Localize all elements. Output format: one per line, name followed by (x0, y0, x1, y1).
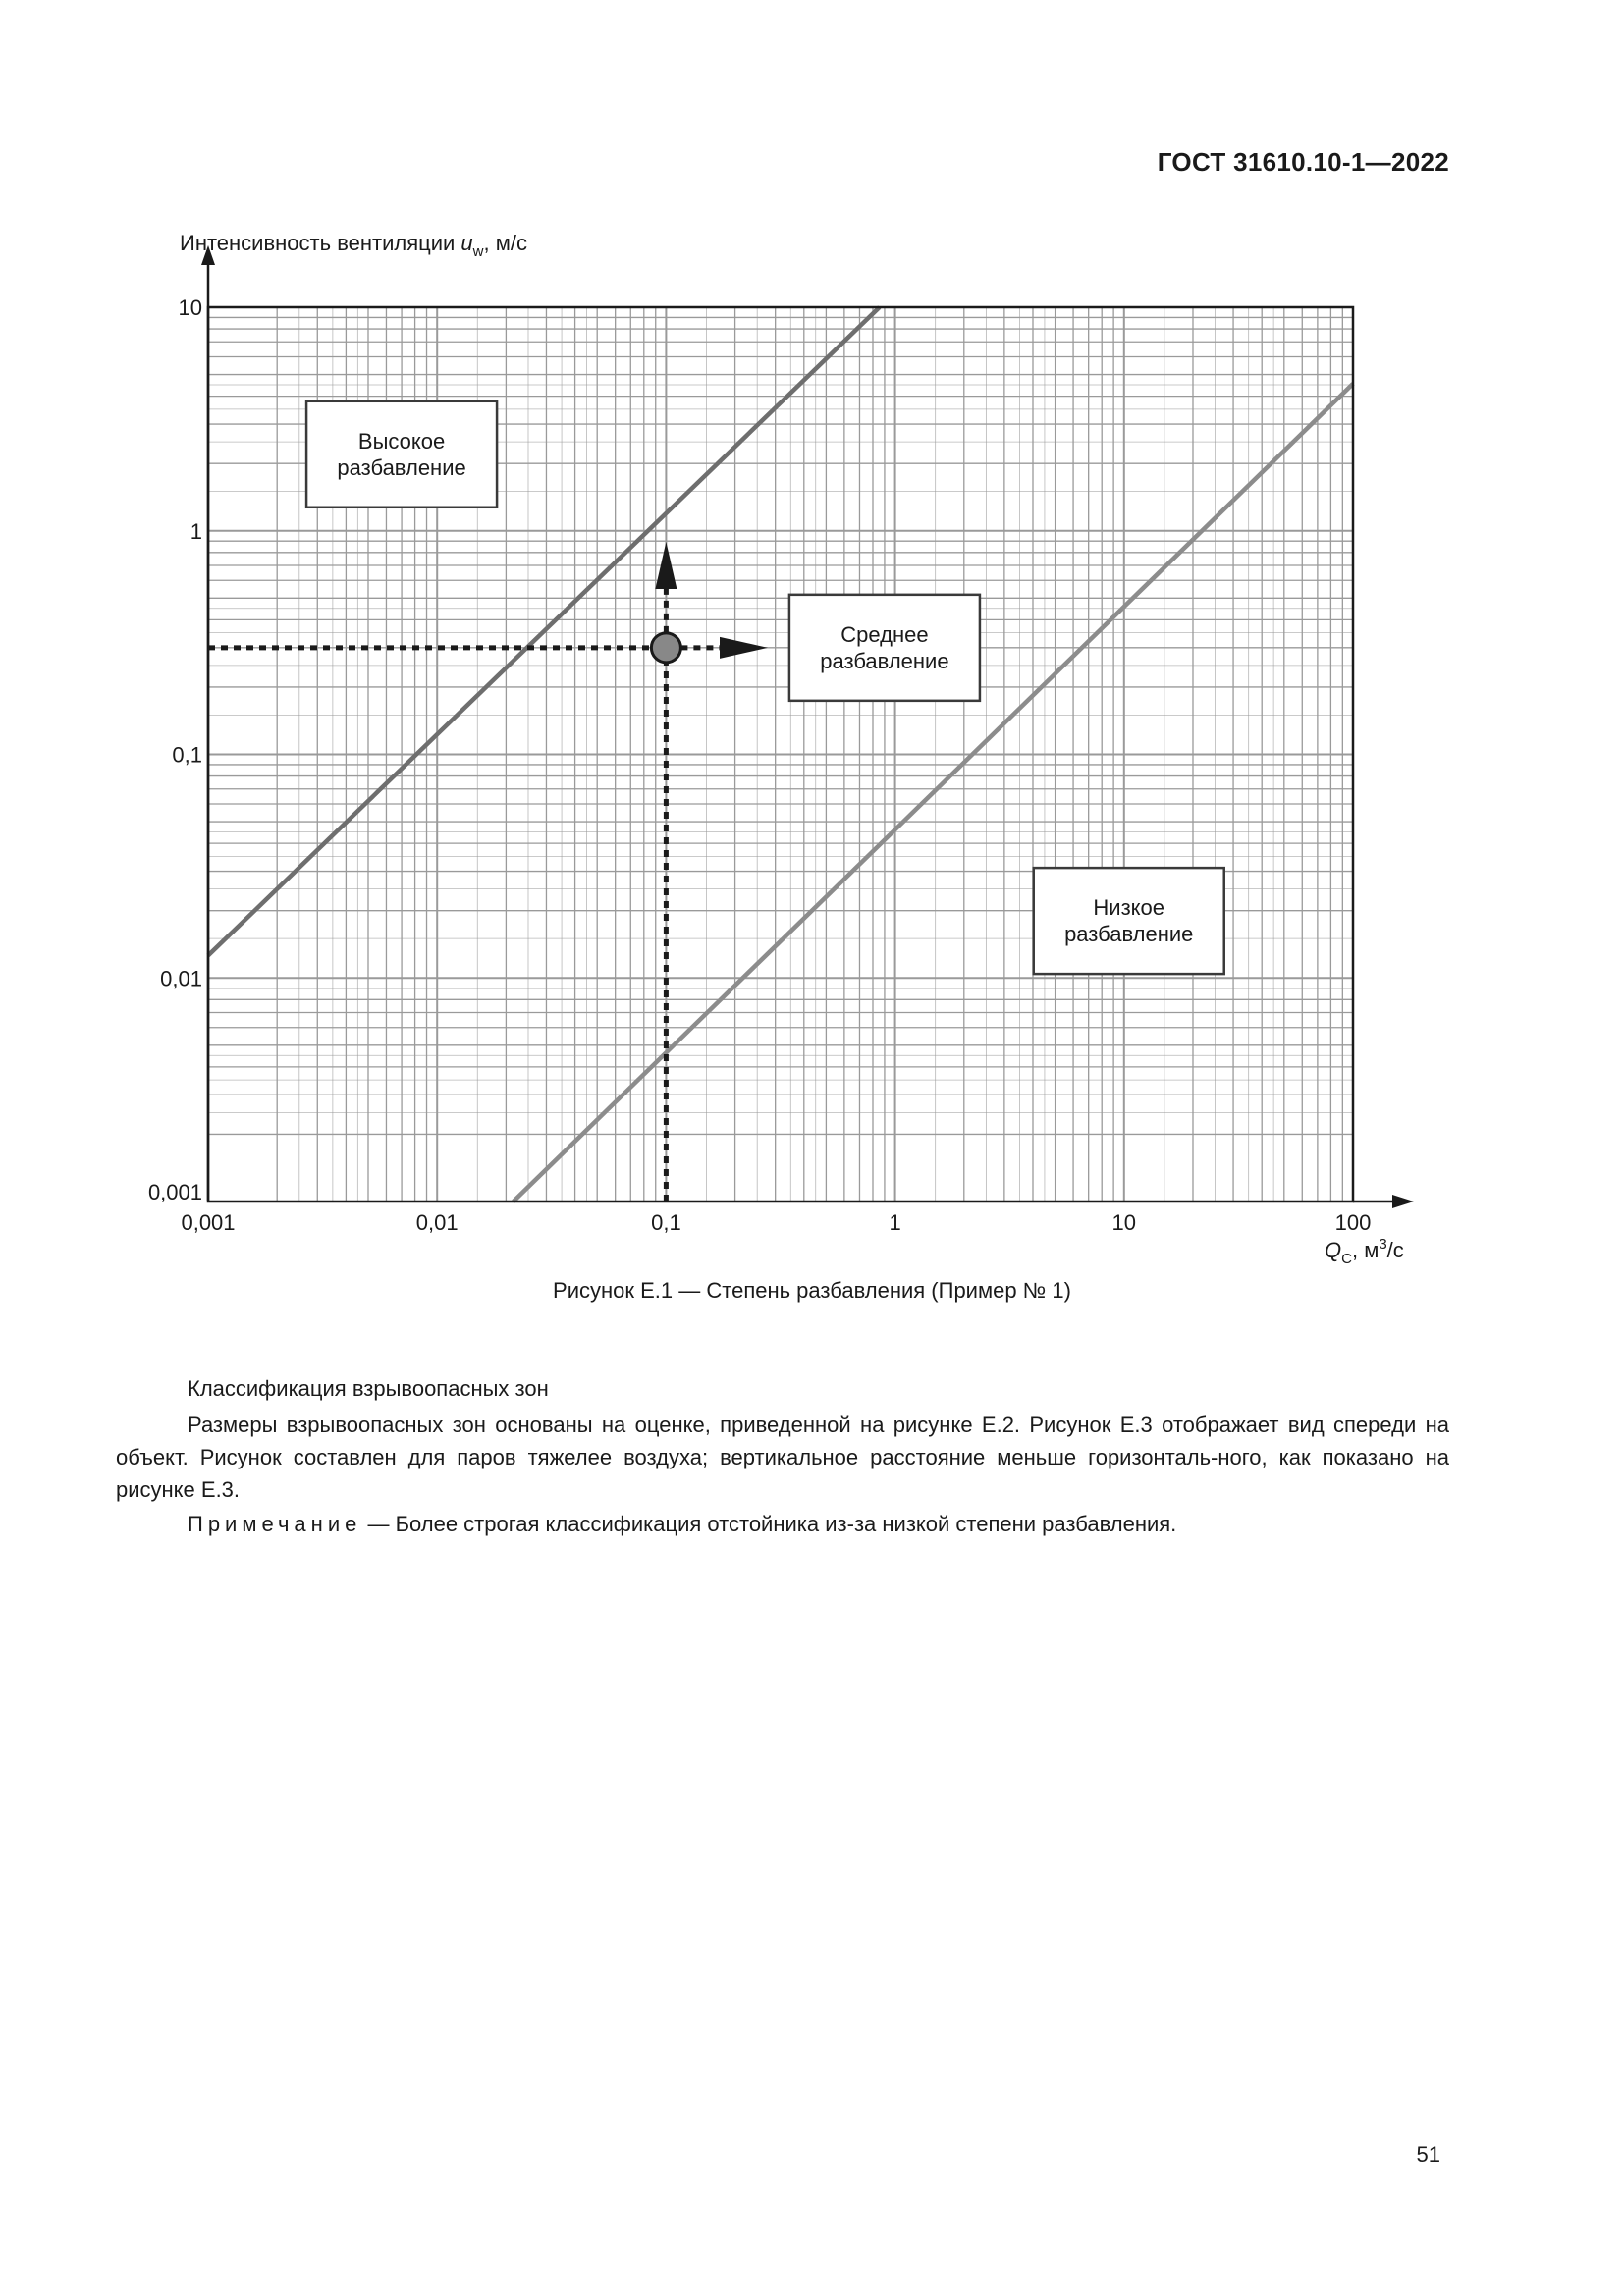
region-box (306, 401, 497, 507)
region-label-line2: разбавление (1064, 922, 1194, 947)
page-number: 51 (1416, 2142, 1440, 2166)
x-axis-label-unit: , м (1351, 1238, 1380, 1262)
x-tick-label: 1 (889, 1210, 901, 1235)
y-tick-label: 1 (189, 518, 202, 544)
guide-right-arrow (720, 637, 768, 659)
y-tick-label: 10 (178, 295, 202, 320)
x-tick-label: 10 (1111, 1210, 1137, 1235)
note (188, 1512, 1176, 1537)
note-label: Примечание (188, 1512, 362, 1536)
document-header: ГОСТ 31610.10-1—2022 (1157, 147, 1449, 177)
body-paragraph: Размеры взрывоопасных зон основаны на оценке, приведенной на рисунке Е.2. Рисунок Е.3 отображает вид спереди на объект. Рисунок составлен для паров тяжелее воздуха; вертикальное расстояние меньше горизонталь-ного, как показано на рисунке Е.3. (116, 1413, 1449, 1502)
series-line-lower-boundary (514, 384, 1353, 1201)
region-box (789, 595, 980, 701)
region-label-line1: Высокое (357, 428, 446, 454)
x-axis-arrow (1392, 1195, 1414, 1208)
body-paragraph-block (116, 1409, 1449, 1506)
y-axis-label-var: u (460, 231, 473, 255)
region-label-line1: Низкое (1093, 895, 1165, 921)
figure-caption: Рисунок Е.1 — Степень разбавления (Пример № 1) (553, 1278, 1071, 1303)
y-tick-label: 0,001 (147, 1180, 202, 1204)
region-label-line2: разбавление (820, 648, 949, 673)
x-axis-label (1325, 1236, 1404, 1267)
x-axis-label-var: Q (1325, 1238, 1342, 1262)
x-tick-label: 0,001 (181, 1210, 236, 1235)
note-text: — Более строгая классификация отстойника из-за низкой степени разбавления. (361, 1512, 1177, 1536)
section-heading: Классификация взрывоопасных зон (188, 1376, 549, 1401)
y-axis-label (180, 231, 527, 260)
chart-axes (201, 245, 1414, 1208)
y-axis-label-prefix: Интенсивность вентиляции (180, 231, 461, 255)
x-axis-label-end: /с (1386, 1238, 1404, 1262)
x-tick-label: 0,01 (415, 1210, 459, 1235)
region-label-line2: разбавление (337, 454, 466, 480)
y-axis-label-suffix: , м/с (483, 231, 527, 255)
y-axis-label-sub: w (472, 243, 484, 260)
y-tick-label: 0,01 (160, 966, 202, 991)
region-box (1034, 868, 1224, 974)
y-tick-label: 0,1 (172, 742, 202, 768)
x-axis-label-sup: 3 (1379, 1236, 1387, 1253)
example-point (651, 633, 680, 663)
x-axis-label-sub: C (1341, 1251, 1352, 1267)
region-label-line1: Среднее (840, 621, 929, 647)
x-tick-label: 100 (1334, 1210, 1372, 1235)
x-tick-label: 0,1 (651, 1210, 681, 1235)
